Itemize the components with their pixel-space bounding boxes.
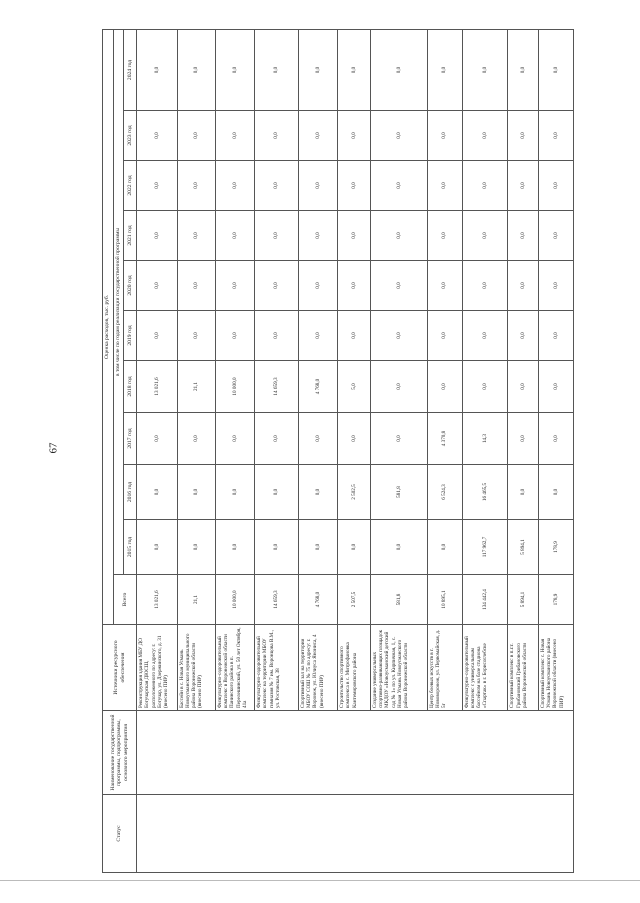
total-cell: 134 442,4 — [462, 575, 508, 625]
year-value-cell: 0,0 — [370, 161, 427, 211]
year-value-cell: 0,0 — [427, 311, 462, 361]
year-value-cell: 0,0 — [137, 111, 177, 161]
year-value-cell: 0,0 — [298, 261, 337, 311]
year-value-cell: 0,0 — [255, 311, 299, 361]
year-value-cell: 0,0 — [370, 261, 427, 311]
year-value-cell: 0,0 — [462, 211, 508, 261]
header-by-years: в том числе по годам реализации государственной программы — [113, 29, 124, 574]
year-value-cell: 178,9 — [538, 520, 573, 575]
source-cell: Строительство спортивного комплекса в с. Митрофановка Кантемировского района — [338, 625, 371, 711]
year-value-cell: 0,0 — [177, 413, 215, 465]
source-cell: Физкультурно-оздоровительный комплекс в Воронежской области Панинского района в п. Перелешинский, ул. 50 лет Октября, 41а — [215, 625, 254, 711]
year-value-cell: 0,0 — [338, 29, 371, 110]
year-value-cell: 0,0 — [508, 111, 539, 161]
total-cell: 178,9 — [538, 575, 573, 625]
year-value-cell: 0,0 — [462, 29, 508, 110]
header-year: 2016 год — [124, 465, 137, 520]
year-value-cell: 0,0 — [338, 111, 371, 161]
year-value-cell: 0,0 — [462, 311, 508, 361]
year-value-cell: 4 370,8 — [427, 413, 462, 465]
year-value-cell: 0,0 — [370, 311, 427, 361]
year-value-cell: 16 465,5 — [462, 465, 508, 520]
total-cell: 13 021,6 — [137, 575, 177, 625]
year-value-cell: 5 894,1 — [508, 520, 539, 575]
year-value-cell: 0,0 — [255, 520, 299, 575]
source-cell: Реконструкция здания МБУ ДО Богучарская ДЮСШ, расположенного по адресу: г. Богучар, ул. Дзержинского, д. 31 (внесено ПИР) — [137, 625, 177, 711]
year-value-cell: 0,0 — [508, 413, 539, 465]
header-estimate: Оценка расходов, тыс. руб. — [103, 29, 114, 624]
total-cell: 10 000,0 — [215, 575, 254, 625]
year-value-cell: 0,0 — [370, 111, 427, 161]
year-value-cell: 0,0 — [427, 211, 462, 261]
year-value-cell: 0,0 — [298, 520, 337, 575]
header-name: Наименование государственной программы, подпрограммы, основного мероприятия — [103, 711, 137, 795]
year-value-cell: 581,8 — [370, 465, 427, 520]
header-year: 2024 год — [124, 29, 137, 110]
year-value-cell: 0,0 — [215, 111, 254, 161]
year-value-cell: 0,0 — [538, 413, 573, 465]
year-value-cell: 0,0 — [215, 161, 254, 211]
year-value-cell: 0,0 — [538, 161, 573, 211]
year-value-cell: 0,0 — [177, 29, 215, 110]
year-value-cell: 0,0 — [137, 520, 177, 575]
source-cell: Спортивный комплекс с. Новая Усмань Новоусманского района Воронежской области (внесено ПИР) — [538, 625, 573, 711]
header-year: 2021 год — [124, 211, 137, 261]
source-cell: Физкультурно-оздоровительный комплекс с универсальным бассейном на базе стадиона «Спартак» в г. Борисоглебске — [462, 625, 508, 711]
source-cell: Физкультурно-оздоровительный комплекс на территории МБОУ гимназия № 7 им. Воронцова В.М., ул. Ростовская, 38 — [255, 625, 299, 711]
year-value-cell: 0,0 — [215, 465, 254, 520]
total-cell: 21,1 — [177, 575, 215, 625]
year-value-cell: 0,0 — [508, 311, 539, 361]
total-cell: 4 768,0 — [298, 575, 337, 625]
year-value-cell: 0,0 — [298, 311, 337, 361]
year-value-cell: 0,0 — [508, 261, 539, 311]
year-value-cell: 0,0 — [462, 261, 508, 311]
year-value-cell: 0,0 — [538, 311, 573, 361]
year-value-cell: 0,0 — [255, 29, 299, 110]
total-cell: 10 895,1 — [427, 575, 462, 625]
year-value-cell: 0,0 — [215, 413, 254, 465]
year-value-cell: 0,0 — [137, 261, 177, 311]
year-value-cell: 0,0 — [177, 111, 215, 161]
year-value-cell: 6 524,3 — [427, 465, 462, 520]
year-value-cell: 0,0 — [137, 29, 177, 110]
year-value-cell: 0,0 — [298, 465, 337, 520]
year-value-cell: 0,0 — [508, 29, 539, 110]
year-value-cell: 0,0 — [338, 413, 371, 465]
year-value-cell: 4 768,0 — [298, 361, 337, 413]
header-total: Всего — [113, 575, 137, 625]
year-value-cell: 0,0 — [338, 261, 371, 311]
source-cell: Центр боевых искусств в г. Нововоронеж, ул. Первомайская, д. 5г — [427, 625, 462, 711]
year-value-cell: 13 021,6 — [137, 361, 177, 413]
year-value-cell: 0,0 — [215, 211, 254, 261]
year-value-cell: 0,0 — [462, 111, 508, 161]
year-value-cell: 14,3 — [462, 413, 508, 465]
source-cell: Бассейн в с. Новая Усмань Новоусманского муниципального района Воронежской области (внесено ПИР) — [177, 625, 215, 711]
year-value-cell: 0,0 — [508, 361, 539, 413]
source-cell: Спортивный комплекс в п.г.т. Грибановский Грибановского района Воронежской области — [508, 625, 539, 711]
year-value-cell: 0,0 — [177, 311, 215, 361]
year-value-cell: 0,0 — [338, 161, 371, 211]
year-value-cell: 0,0 — [427, 161, 462, 211]
year-value-cell: 2 502,5 — [338, 465, 371, 520]
year-value-cell: 0,0 — [137, 211, 177, 261]
year-value-cell: 0,0 — [427, 111, 462, 161]
year-value-cell: 0,0 — [538, 211, 573, 261]
header-year: 2019 год — [124, 311, 137, 361]
year-value-cell: 0,0 — [177, 465, 215, 520]
year-value-cell: 0,0 — [137, 161, 177, 211]
year-value-cell: 0,0 — [427, 261, 462, 311]
year-value-cell: 0,0 — [298, 111, 337, 161]
year-value-cell: 0,0 — [298, 413, 337, 465]
year-value-cell: 10 000,0 — [215, 361, 254, 413]
year-value-cell: 0,0 — [370, 211, 427, 261]
year-value-cell: 0,0 — [215, 261, 254, 311]
year-value-cell: 0,0 — [338, 211, 371, 261]
year-value-cell: 0,0 — [298, 211, 337, 261]
table-body — [103, 29, 574, 872]
year-value-cell: 0,0 — [338, 311, 371, 361]
year-value-cell: 0,0 — [370, 29, 427, 110]
header-year: 2017 год — [124, 413, 137, 465]
header-year: 2015 год — [124, 520, 137, 575]
year-value-cell: 0,0 — [538, 261, 573, 311]
year-value-cell: 0,0 — [508, 161, 539, 211]
year-value-cell: 0,0 — [298, 29, 337, 110]
year-value-cell: 0,0 — [255, 413, 299, 465]
rotated-sheet — [102, 30, 574, 873]
year-value-cell: 0,0 — [462, 161, 508, 211]
rotated-content — [102, 30, 574, 873]
status-cell — [137, 795, 574, 873]
year-value-cell: 0,0 — [215, 311, 254, 361]
header-year: 2018 год — [124, 361, 137, 413]
year-value-cell: 0,0 — [255, 211, 299, 261]
source-cell: Создание универсальных спортивно-развивающих площадок МКДОУ «Новоусманский детский сад № 1» по ул. Кирпичная, 1, с. Новая Усмань Новоусманского района Воронежской области — [370, 625, 427, 711]
year-value-cell: 0,0 — [370, 413, 427, 465]
header-year: 2020 год — [124, 261, 137, 311]
year-value-cell: 0,0 — [298, 161, 337, 211]
total-cell: 581,8 — [370, 575, 427, 625]
year-value-cell: 0,0 — [255, 261, 299, 311]
year-value-cell: 0,0 — [255, 161, 299, 211]
header-source: Источники ресурсного обеспечения — [103, 625, 137, 711]
year-value-cell: 0,0 — [427, 29, 462, 110]
year-value-cell: 0,0 — [508, 465, 539, 520]
program-name-cell — [137, 711, 574, 795]
year-value-cell: 0,0 — [370, 520, 427, 575]
total-cell: 5 894,1 — [508, 575, 539, 625]
header-status: Статус — [103, 795, 137, 873]
year-value-cell: 0,0 — [215, 520, 254, 575]
year-value-cell: 0,0 — [538, 29, 573, 110]
year-value-cell: 5,0 — [338, 361, 371, 413]
year-value-cell: 0,0 — [427, 361, 462, 413]
year-value-cell: 0,0 — [177, 261, 215, 311]
year-value-cell: 0,0 — [137, 311, 177, 361]
year-value-cell: 0,0 — [137, 413, 177, 465]
year-value-cell: 0,0 — [177, 520, 215, 575]
year-value-cell: 14 659,3 — [255, 361, 299, 413]
year-value-cell: 0,0 — [215, 29, 254, 110]
year-value-cell: 21,1 — [177, 361, 215, 413]
year-value-cell: 0,0 — [338, 520, 371, 575]
year-value-cell: 0,0 — [177, 211, 215, 261]
year-value-cell: 0,0 — [508, 211, 539, 261]
year-value-cell: 0,0 — [538, 361, 573, 413]
source-cell: Спортивный зал на территории МБОУ СОШ № 75 по адресу: г. Воронеж, ул. Юлиуса Янониса, 4 (внесено ПИР) — [298, 625, 337, 711]
year-value-cell: 117 962,7 — [462, 520, 508, 575]
year-value-cell: 0,0 — [462, 361, 508, 413]
year-value-cell: 0,0 — [370, 361, 427, 413]
year-value-cell: 0,0 — [538, 465, 573, 520]
year-value-cell: 0,0 — [538, 111, 573, 161]
header-year: 2022 год — [124, 161, 137, 211]
table-row — [137, 29, 177, 872]
year-value-cell: 0,0 — [427, 520, 462, 575]
bottom-divider — [0, 880, 640, 881]
year-value-cell: 0,0 — [255, 111, 299, 161]
funding-table — [102, 29, 574, 873]
year-value-cell: 0,0 — [255, 465, 299, 520]
header-year: 2023 год — [124, 111, 137, 161]
page-number: 67 — [47, 442, 60, 454]
year-value-cell: 0,0 — [137, 465, 177, 520]
year-value-cell: 0,0 — [177, 161, 215, 211]
total-cell: 2 507,5 — [338, 575, 371, 625]
total-cell: 14 659,3 — [255, 575, 299, 625]
